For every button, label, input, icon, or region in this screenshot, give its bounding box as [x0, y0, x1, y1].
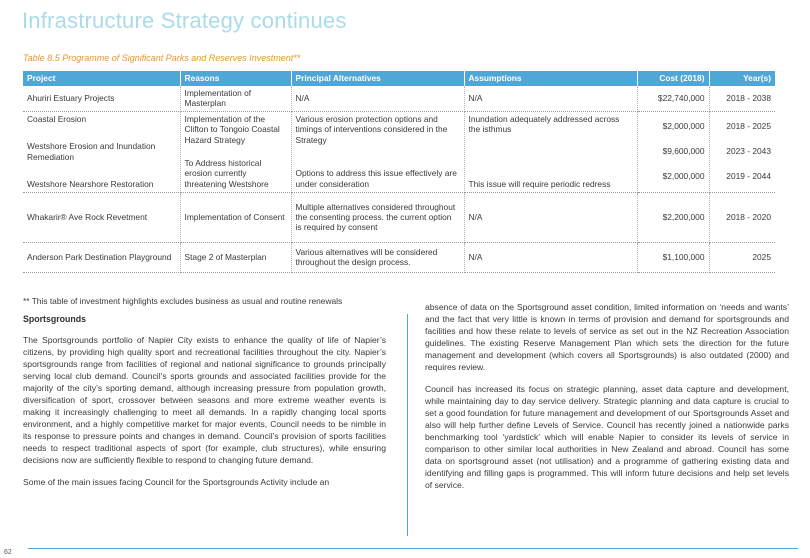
table-header-row [23, 71, 775, 86]
cell-years-group [709, 111, 775, 192]
header-alternatives: Principal Alternatives [291, 71, 464, 86]
cell-years: 2018 - 2025 [726, 121, 771, 132]
cell-project: Westshore Erosion and Inundation Remediation [27, 141, 156, 162]
header-years: Year(s) [709, 71, 775, 86]
cell-years: 2018 - 2038 [709, 86, 775, 111]
cell-reasons: Implementation of the Clifton to Tongoio Coastal Hazard Strategy [184, 114, 280, 145]
cell-reasons-group [180, 111, 291, 192]
cell-reasons: Stage 2 of Masterplan [180, 242, 291, 272]
paragraph: Some of the main issues facing Council for the Sportsgrounds Activity include an [23, 477, 330, 487]
table-row-group [23, 111, 775, 192]
cell-years: 2023 - 2043 [726, 146, 771, 157]
cell-years: 2019 - 2044 [726, 171, 771, 182]
cell-reasons: Implementation of Masterplan [180, 86, 291, 111]
cell-cost-group [637, 111, 709, 192]
cell-cost: $2,000,000 [662, 121, 705, 132]
header-assumptions: Assumptions [464, 71, 637, 86]
cell-assumptions: N/A [464, 86, 637, 111]
cell-assumptions: N/A [464, 192, 637, 242]
cell-years: 2018 - 2020 [709, 192, 775, 242]
header-cost: Cost (2018) [637, 71, 709, 86]
header-project: Project [23, 71, 180, 86]
page-title: Infrastructure Strategy continues [22, 8, 347, 33]
table-row [23, 86, 775, 111]
table-row [23, 242, 775, 272]
left-column [23, 313, 386, 498]
cell-alternatives: Various alternatives will be considered throughout the design process. [291, 242, 464, 272]
cell-alternatives-group [291, 111, 464, 192]
cell-cost: $22,740,000 [637, 86, 709, 111]
cell-alternatives: Various erosion protection options and timings of interventions considered in the Strategy [295, 114, 448, 145]
footer-rule [28, 548, 798, 549]
cell-assumptions: This issue will require periodic redress [468, 178, 611, 189]
cell-cost: $1,100,000 [637, 242, 709, 272]
cell-cost: $2,000,000 [662, 171, 705, 182]
cell-alternatives: N/A [291, 86, 464, 111]
header-reasons: Reasons [180, 71, 291, 86]
right-column [425, 301, 789, 501]
table-caption: Table 8.5 Programme of Significant Parks and Reserves Investment** [23, 53, 301, 63]
cell-assumptions: N/A [464, 242, 637, 272]
cell-project: Westshore Nearshore Restoration [27, 178, 154, 189]
cell-project: Anderson Park Destination Playground [23, 242, 180, 272]
paragraph: Council has increased its focus on strategic planning, asset data capture and development, while maintaining day to day service delivery. Strategic planning and data capture is crucial to set a good foundation for future management and development of our Sportsgrounds Asset and also will help further define Levels of Service. Council has recently joined a nationwide parks benchmarking tool ‘yardstick’ which will enable Napier to consider its levels of service in comparison to other similar local authorities in New Zealand and abroad. Council has some data on sportsground asset (not utilisation) and a programme of gathering existing data and identifying and filling gaps is programmed. This will inform future decisions and help set levels of service. [425, 384, 789, 490]
cell-assumptions: Inundation adequately addressed across the isthmus [468, 114, 620, 135]
cell-years: 2025 [709, 242, 775, 272]
cell-assumptions-group [464, 111, 637, 192]
paragraph: The Sportsgrounds portfolio of Napier City exists to enhance the quality of life of Napier’s citizens, by providing high quality sport and recreational facilities throughout the city. Napier’s sportsgrounds range from facilities of regional and national significance to grounds principally serving local club demand. Council’s sports grounds and associated facilities provide for the majority of the city’s sporting demand, although increasing pressure from population growth, diversification of sport, crossover between seasons and more extreme weather events is making it increasingly challenging to meet all demands. In a rapidly changing local sports environment, and a highly competitive market for major events, Council needs to be nimble in its response to pressure points and changes in demand. Council’s provision of sports facilities needs to respect traditional aspects of sport (for example, club structures), while ensuring decisions now are sufficiently flexible to respond to changing future demand. [23, 335, 386, 465]
table-footnote: ** This table of investment highlights excludes business as usual and routine renewals [23, 296, 343, 306]
cell-cost: $9,600,000 [662, 146, 705, 157]
cell-alternatives: Options to address this issue effectively are under consideration [295, 168, 457, 189]
column-divider [407, 314, 408, 536]
table-row [23, 192, 775, 242]
cell-alternatives: Multiple alternatives considered throughout the consenting process. the current option is required by consent [291, 192, 464, 242]
cell-cost: $2,200,000 [637, 192, 709, 242]
cell-reasons: Implementation of Consent [180, 192, 291, 242]
cell-project: Whakarir® Ave Rock Revetment [23, 192, 180, 242]
paragraph: absence of data on the Sportsground asset condition, limited information on ‘needs and wants’ and the fact that very little is known in terms of provision and demand for sportsgrounds and facilities and how these relate to levels of service as set out in the NZ Recreation Association guidelines. The existing Reserve Management Plan which sets the direction for the future management and development (which covers all Sportsgrounds) is also outdated (2000) and requires review. [425, 302, 789, 372]
cell-project: Ahuriri Estuary Projects [23, 86, 180, 111]
cell-project-group [23, 111, 180, 192]
cell-project: Coastal Erosion [27, 114, 87, 124]
page-number: 62 [4, 549, 12, 556]
section-heading: Sportsgrounds [23, 314, 87, 324]
cell-reasons: To Address historical erosion currently threatening Westshore [184, 158, 269, 189]
investment-table [23, 71, 775, 273]
